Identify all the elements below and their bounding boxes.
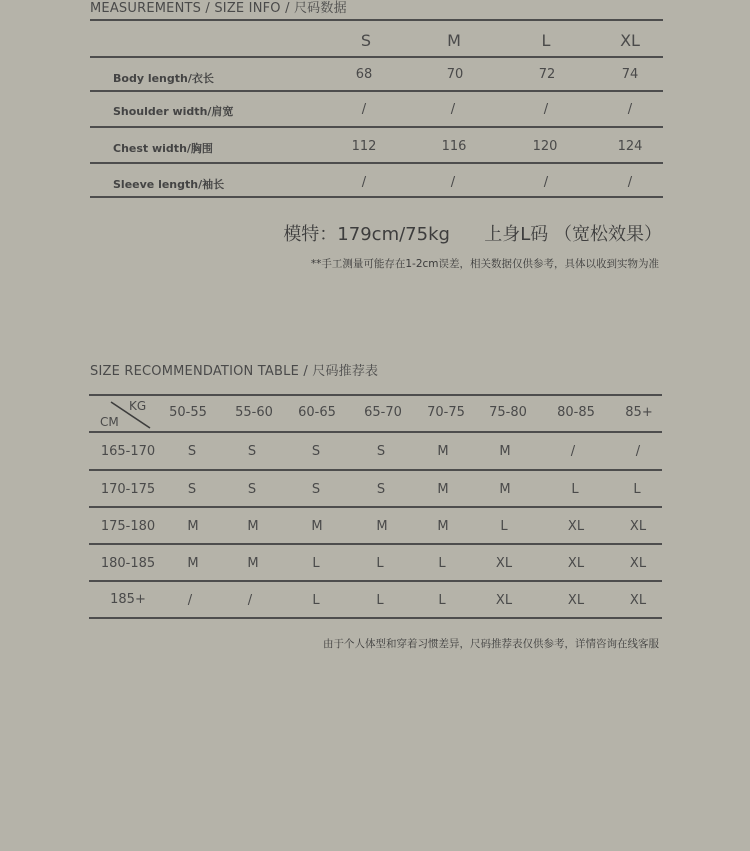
table-cell: 120 (532, 139, 558, 154)
size-header-l: L (541, 31, 551, 50)
table-cell: L (633, 482, 641, 497)
weight-header: 75-80 (489, 405, 527, 420)
corner-kg-label: KG (129, 399, 147, 413)
divider (90, 196, 663, 198)
weight-header: 65-70 (364, 405, 402, 420)
size-header-xl: XL (620, 31, 640, 50)
weight-header: 55-60 (235, 405, 273, 420)
table-cell: 72 (538, 67, 556, 82)
divider (89, 469, 662, 471)
table-cell: M (376, 519, 388, 534)
table-cell: XL (567, 556, 585, 571)
table-cell: XL (495, 556, 513, 571)
size-header-s: S (360, 31, 372, 50)
table-cell: S (247, 444, 257, 459)
recommendation-title: SIZE RECOMMENDATION TABLE / 尺码推荐表 (90, 364, 379, 379)
height-label: 170-175 (100, 482, 156, 497)
table-cell: / (450, 175, 456, 190)
table-cell: / (361, 102, 367, 117)
table-cell: M (247, 556, 259, 571)
table-cell: S (311, 444, 321, 459)
table-cell: 68 (355, 67, 373, 82)
divider (90, 126, 663, 128)
table-cell: 116 (441, 139, 467, 154)
measurement-note: **手工测量可能存在1-2cm误差，相关数据仅供参考，具体以收到实物为准 (310, 258, 659, 270)
weight-header: 60-65 (298, 405, 336, 420)
weight-header: 80-85 (557, 405, 595, 420)
height-label: 180-185 (100, 556, 156, 571)
divider (89, 394, 662, 396)
table-cell: / (247, 593, 253, 608)
table-cell: 70 (446, 67, 464, 82)
table-cell: 112 (351, 139, 377, 154)
weight-header: 70-75 (427, 405, 465, 420)
table-cell: XL (629, 556, 647, 571)
divider (89, 506, 662, 508)
divider (90, 162, 663, 164)
table-cell: / (543, 102, 549, 117)
row-label-body-length: Body length/衣长 (113, 72, 214, 85)
table-cell: M (247, 519, 259, 534)
table-cell: M (437, 444, 449, 459)
table-cell: 74 (621, 67, 639, 82)
table-cell: L (376, 593, 384, 608)
table-cell: XL (567, 519, 585, 534)
table-cell: / (187, 593, 193, 608)
table-cell: / (570, 444, 576, 459)
height-label: 185+ (110, 592, 146, 607)
table-cell: XL (567, 593, 585, 608)
row-label-sleeve-length: Sleeve length/袖长 (113, 178, 225, 191)
table-cell: XL (629, 519, 647, 534)
divider (90, 56, 663, 58)
table-cell: S (311, 482, 321, 497)
recommendation-note: 由于个人体型和穿着习惯差异，尺码推荐表仅供参考，详情咨询在线客服 (323, 638, 659, 650)
table-cell: L (438, 556, 446, 571)
table-cell: / (627, 102, 633, 117)
divider (90, 19, 663, 21)
table-cell: / (361, 175, 367, 190)
height-label: 175-180 (100, 519, 156, 534)
table-cell: / (543, 175, 549, 190)
weight-header: 85+ (625, 405, 653, 420)
corner-cm-label: CM (100, 415, 119, 429)
table-cell: L (312, 556, 320, 571)
table-cell: M (499, 444, 511, 459)
table-cell: M (437, 482, 449, 497)
table-cell: L (571, 482, 579, 497)
table-cell: L (312, 593, 320, 608)
table-cell: / (635, 444, 641, 459)
table-cell: XL (629, 593, 647, 608)
divider (89, 543, 662, 545)
divider (90, 90, 663, 92)
height-label: 165-170 (100, 444, 156, 459)
table-cell: M (311, 519, 323, 534)
divider (89, 617, 662, 619)
table-cell: S (187, 444, 197, 459)
table-cell: L (376, 556, 384, 571)
table-cell: S (376, 482, 386, 497)
table-cell: / (627, 175, 633, 190)
table-cell: L (438, 593, 446, 608)
size-header-m: M (447, 31, 461, 50)
divider (89, 431, 662, 433)
table-cell: M (187, 519, 199, 534)
table-cell: M (187, 556, 199, 571)
table-cell: / (450, 102, 456, 117)
weight-header: 50-55 (169, 405, 207, 420)
row-label-chest-width: Chest width/胸围 (113, 142, 213, 155)
table-cell: S (376, 444, 386, 459)
table-cell: S (187, 482, 197, 497)
divider (89, 580, 662, 582)
table-cell: XL (495, 593, 513, 608)
table-cell: 124 (617, 139, 643, 154)
table-cell: L (500, 519, 508, 534)
model-info: 模特：179cm/75kg 上身L码 （宽松效果） (283, 224, 662, 245)
measurements-title: MEASUREMENTS / SIZE INFO / 尺码数据 (90, 1, 347, 16)
row-label-shoulder-width: Shoulder width/肩宽 (113, 105, 234, 118)
table-cell: M (499, 482, 511, 497)
table-cell: S (247, 482, 257, 497)
table-cell: M (437, 519, 449, 534)
